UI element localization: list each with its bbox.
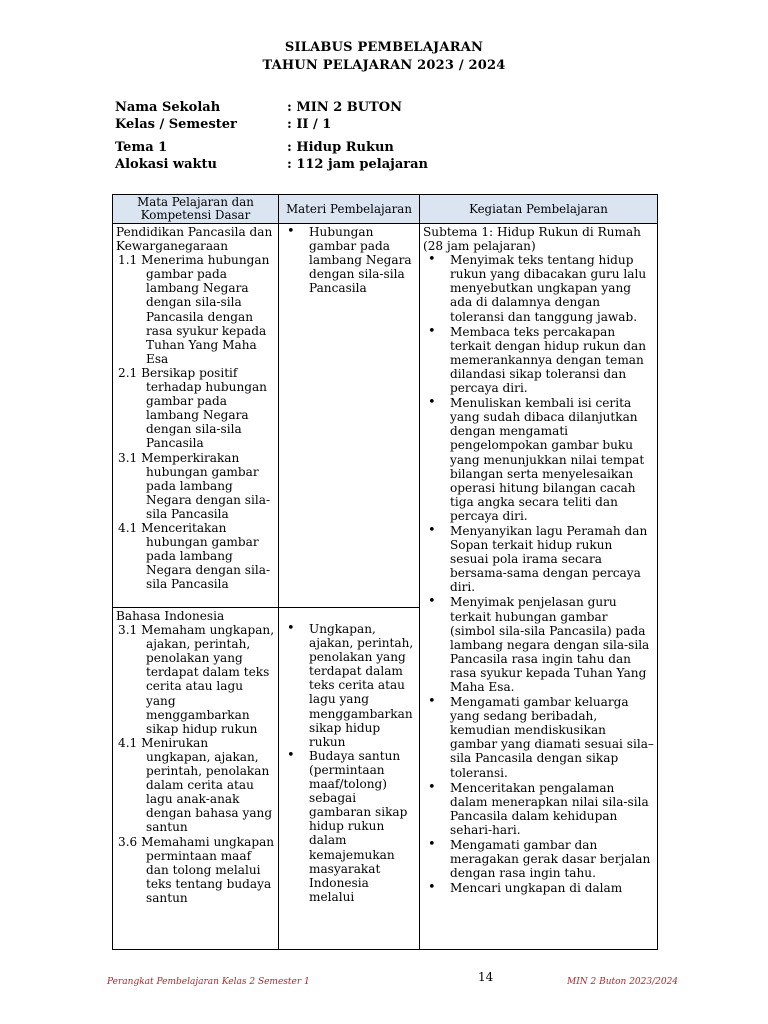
activity-item: • Menceritakan pengalaman dalam menerapkan nilai sila-sila Pancasila dalam kehidupan sehari-hari. [423,781,654,837]
kd-item: 2.1 Bersikap positif terhadap hubungan gambar pada lambang Negara dengan sila-sila Pancasila [118,365,267,451]
info-value: : II / 1 [287,117,332,132]
ppkn-subject-cell [113,224,279,608]
info-label: Kelas / Semester [115,117,237,132]
header-material: Materi Pembelajaran [279,195,420,224]
kd-item: 3.1 Memperkirakan hubungan gambar pada lambang Negara dengan sila-sila Pancasila [118,450,271,521]
subject-title: Pendidikan Pancasila dan Kewarganegaraan [116,225,273,254]
bindo-subject-cell [113,608,279,950]
info-label: Alokasi waktu [115,157,217,172]
table-header-row [113,195,658,224]
document-subtitle: TAHUN PELAJARAN 2023 / 2024 [262,58,506,73]
syllabus-table [112,194,658,950]
activity-item: • Mencari ungkapan di dalam [423,881,654,895]
bindo-material-cell [279,608,420,950]
info-value: : 112 jam pelajaran [287,157,428,172]
footer-left: Perangkat Pembelajaran Kelas 2 Semester 1 [107,977,310,987]
table-row-ppkn [113,224,658,608]
info-label: Nama Sekolah [115,100,221,115]
material-item: • Hubungan gambar pada lambang Negara dengan sila-sila Pancasila [282,225,416,295]
kd-item: 4.1 Menirukan ungkapan, ajakan, perintah, penolakan dalam cerita atau lagu anak-anak dengan bahasa yang santun [118,735,273,835]
activity-item: • Mengamati gambar keluarga yang sedang beribadah, kemudian mendiskusikan gambar yang diamati sesuai sila–sila Pancasila dengan sikap toleransi. [423,695,654,780]
activity-item: • Menyimak teks tentang hidup rukun yang dibacakan guru lalu menyebutkan ungkapan yang ada di dalamnya dengan toleransi dan tanggung jawab. [423,253,654,323]
kd-item: 4.1 Menceritakan hubungan gambar pada lambang Negara dengan sila-sila Pancasila [118,520,271,592]
activity-item: • Menyimak penjelasan guru terkait hubungan gambar (simbol sila-sila Pancasila) pada lambang negara dengan sila-sila Pancasila rasa ingin tahu dan rasa syukur kepada Tuhan Yang Maha Esa. [423,595,654,694]
footer-right: MIN 2 Buton 2023/2024 [567,977,679,987]
page-number: 14 [478,970,494,984]
kd-item: 3.6 Memahami ungkapan permintaan maaf dan tolong melalui teks tentang budaya santun [118,834,275,905]
info-value: : MIN 2 BUTON [287,100,402,115]
kd-item: 1.1 Menerima hubungan gambar pada lambang Negara dengan sila-sila Pancasila dengan rasa syukur kepada Tuhan Yang Maha Esa [118,253,270,366]
info-value: : Hidup Rukun [287,140,394,155]
subject-title: Bahasa Indonesia [116,609,225,623]
activity-item: • Membaca teks percakapan terkait dengan hidup rukun dan memerankannya dengan teman dilandasi sikap toleransi dan percaya diri. [423,325,654,395]
activities-cell [420,224,658,950]
material-item: • Budaya santun (permintaan maaf/tolong) sebagai gambaran sikap hidup rukun dalam kemajemukan masyarakat Indonesia melalui [282,749,416,904]
header-activities: Kegiatan Pembelajaran [420,195,658,224]
ppkn-material-cell [279,224,420,608]
activity-item: • Mengamati gambar dan meragakan gerak dasar berjalan dengan rasa ingin tahu. [423,838,654,880]
header-subject: Mata Pelajaran dan Kompetensi Dasar [113,195,279,224]
document-title: SILABUS PEMBELAJARAN [284,40,484,55]
activity-item: • Menuliskan kembali isi cerita yang sudah dibaca dilanjutkan dengan mengamati pengelompokan gambar buku yang menunjukkan nilai tempat bilangan serta menyelesaikan operasi hitung bilangan cacah tiga angka secara teliti dan percaya diri. [423,396,654,523]
kd-item: 3.1 Memaham ungkapan, ajakan, perintah, penolakan yang terdapat dalam teks cerita atau lagu yang menggambarkan sikap hidup rukun [118,623,275,736]
activity-item: • Menyanyikan lagu Peramah dan Sopan terkait hidup rukun sesuai pola irama secara bersama-sama dengan percaya diri. [423,524,654,594]
subtheme-title: Subtema 1: Hidup Rukun di Rumah (28 jam pelajaran) [423,225,641,254]
info-label: Tema 1 [115,140,168,155]
material-item: • Ungkapan, ajakan, perintah, penolakan yang terdapat dalam teks cerita atau lagu yang menggambarkan sikap hidup rukun [282,622,416,749]
